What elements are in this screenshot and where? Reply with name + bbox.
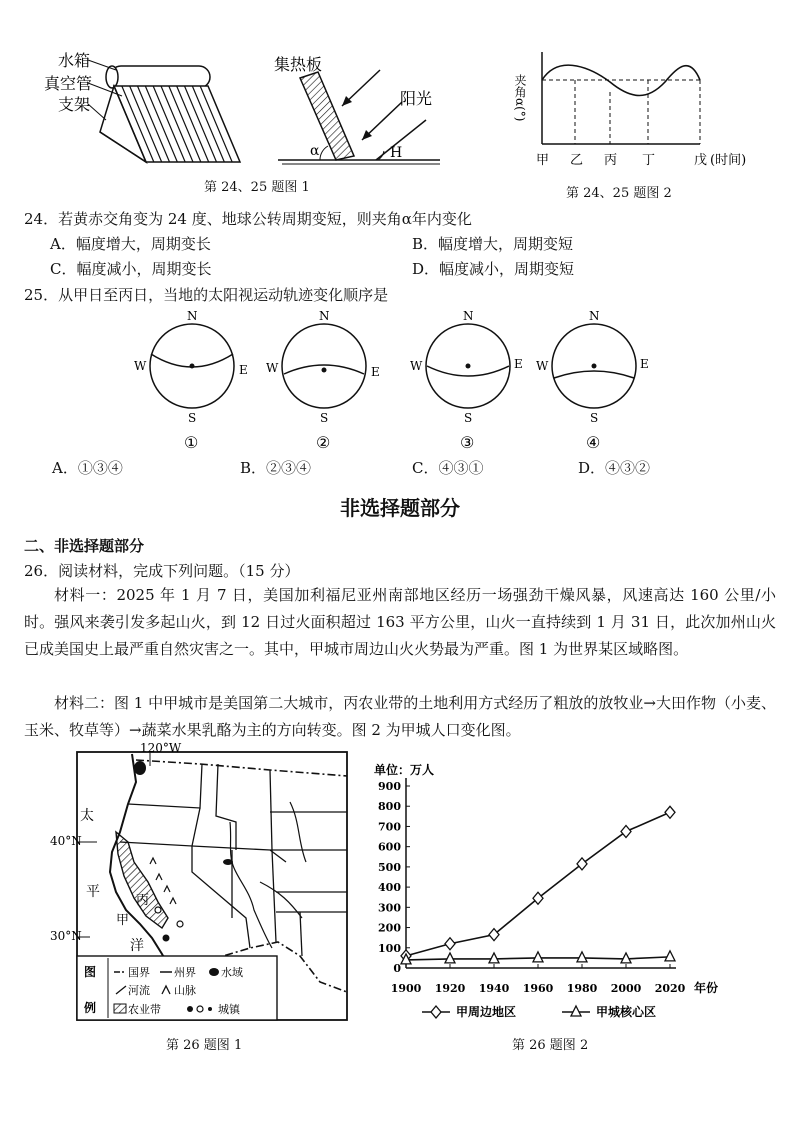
svg-text:S: S xyxy=(590,411,599,425)
city-jia-marker xyxy=(163,935,170,942)
svg-text:N: N xyxy=(187,309,198,323)
map-lon-label: 120°W xyxy=(140,741,182,755)
fig24-2-tick-4: 戊 xyxy=(694,153,708,168)
svg-text:N: N xyxy=(463,309,474,323)
q26-material-2: 材料二：图 1 中甲城市是美国第二大城市，丙农业带的土地利用方式经历了粗放的放牧业→大田作物（小麦、玉米、牧草等）→蔬菜水果乳酪为主的方向转变。图 2 为甲城人口变化图。 xyxy=(24,694,776,739)
chart-ytick-label: 0 xyxy=(393,962,401,975)
fig24-2-caption: 第 24、25 题图 2 xyxy=(566,186,672,201)
svg-text:W: W xyxy=(266,361,279,375)
chart-xtick-label: 1900 xyxy=(390,982,422,995)
chart-point-series-1 xyxy=(577,858,587,870)
legend-town: 城镇 xyxy=(218,1003,240,1016)
q26-stem: 26．阅读材料，完成下列问题。（15 分） xyxy=(24,562,300,580)
map-lat-label-40: 40°N xyxy=(50,834,82,848)
map26-caption: 第 26 题图 1 xyxy=(166,1038,243,1053)
label-stand: 支架 xyxy=(58,95,91,114)
svg-text:例: 例 xyxy=(84,1001,97,1015)
fig24-2-tick-3: 丁 xyxy=(642,153,656,168)
legend-mountain: 山脉 xyxy=(174,984,196,997)
chart-xtick-label: 1960 xyxy=(522,982,554,995)
legend-marker-1 xyxy=(431,1006,441,1018)
solar-heater-figure xyxy=(30,40,450,190)
legend-water: 水域 xyxy=(221,966,243,979)
sun-path-diagram-4 xyxy=(536,309,649,452)
q24-option-d[interactable]: D．幅度减小，周期变短 xyxy=(412,260,575,278)
chart-point-series-1 xyxy=(621,826,631,838)
ocean-char-1: 太 xyxy=(80,808,94,824)
chart-legend-label-1: 甲周边地区 xyxy=(456,1005,517,1019)
legend-agri-belt: 农业带 xyxy=(128,1003,161,1016)
label-alpha: α xyxy=(310,143,320,159)
chart-xtick-label: 2020 xyxy=(654,982,686,995)
section-heading: 非选择题部分 xyxy=(340,496,460,520)
svg-text:S: S xyxy=(464,411,473,425)
legend-river: 河流 xyxy=(128,984,150,997)
fig24-2-tick-2: 丙 xyxy=(604,153,618,168)
q24-stem: 24．若黄赤交角变为 24 度、地球公转周期变短，则夹角α年内变化 xyxy=(24,210,472,228)
chart-point-series-2 xyxy=(445,953,455,963)
population-chart xyxy=(370,760,750,1030)
q24-option-c[interactable]: C．幅度减小，周期变长 xyxy=(50,260,212,278)
chart-caption: 第 26 题图 2 xyxy=(512,1038,589,1053)
angle-curve-figure xyxy=(513,52,780,182)
belt-label-bing: 丙 xyxy=(136,893,150,908)
chart-ytick-label: 300 xyxy=(378,901,401,915)
svg-text:W: W xyxy=(536,359,549,373)
q25-option-c[interactable]: C．④③① xyxy=(412,459,484,477)
chart-series-line-1 xyxy=(406,812,670,956)
sun-path-diagram-1 xyxy=(134,309,248,452)
legend-marker-2 xyxy=(571,1006,581,1016)
diagram-label-3: ③ xyxy=(460,433,475,452)
label-vacuum-tube: 真空管 xyxy=(44,74,93,93)
label-water-tank: 水箱 xyxy=(58,51,91,70)
chart-point-series-1 xyxy=(489,929,499,941)
svg-text:N: N xyxy=(589,309,600,323)
chart-xtick-label: 1940 xyxy=(478,982,510,995)
chart-ytick-label: 100 xyxy=(378,941,401,955)
chart-ytick-label: 800 xyxy=(378,800,401,814)
sun-path-diagram-2 xyxy=(266,309,380,452)
chart-ytick-label: 900 xyxy=(378,780,401,793)
chart-point-series-2 xyxy=(665,951,675,961)
chart-point-series-1 xyxy=(445,938,455,950)
q24-option-a[interactable]: A．幅度增大，周期变长 xyxy=(50,235,211,253)
chart-point-series-2 xyxy=(489,953,499,963)
q25-option-b[interactable]: B．②③④ xyxy=(240,459,312,477)
fig24-2-ylabel: 夹角α(°) xyxy=(513,74,527,122)
q25-option-a[interactable]: A．①③④ xyxy=(52,459,123,477)
svg-text:W: W xyxy=(410,359,423,373)
chart-point-series-1 xyxy=(533,892,543,904)
chart-xtick-label: 1980 xyxy=(566,982,598,995)
city-label-jia: 甲 xyxy=(116,913,130,928)
water-tank-shape xyxy=(110,66,210,88)
q25-stem: 25．从甲日至丙日，当地的太阳视运动轨迹变化顺序是 xyxy=(24,286,389,304)
svg-text:E: E xyxy=(371,365,380,379)
q25-option-d[interactable]: D．④③② xyxy=(578,459,651,477)
ocean-char-3: 洋 xyxy=(130,938,144,954)
chart-ytick-label: 600 xyxy=(378,840,401,854)
chart-ytick-label: 500 xyxy=(378,860,401,874)
chart-xlabel: 年份 xyxy=(694,981,719,995)
chart-xtick-label: 2000 xyxy=(610,982,642,995)
ocean-char-2: 平 xyxy=(86,884,100,900)
sun-path-diagrams xyxy=(120,308,680,458)
chart-point-series-2 xyxy=(533,952,543,962)
legend-country-border: 国界 xyxy=(128,966,150,979)
chart-point-series-2 xyxy=(621,953,631,963)
legend-state-border: 州界 xyxy=(174,966,196,979)
label-h: H xyxy=(390,145,403,161)
label-sunlight: 阳光 xyxy=(400,89,433,108)
fig24-2-tick-0: 甲 xyxy=(536,153,550,168)
chart-point-series-2 xyxy=(577,952,587,962)
svg-text:N: N xyxy=(319,309,330,323)
chart-xtick-label: 1920 xyxy=(434,982,466,995)
svg-text:S: S xyxy=(320,411,329,425)
fig24-1-caption: 第 24、25 题图 1 xyxy=(204,180,310,195)
svg-text:E: E xyxy=(640,357,649,371)
fig24-2-tick-1: 乙 xyxy=(570,153,584,168)
chart-ytick-label: 200 xyxy=(378,921,401,935)
chart-point-series-1 xyxy=(665,806,675,818)
q26-material-1: 材料一：2025 年 1 月 7 日，美国加利福尼亚州南部地区经历一场强劲干燥风暴，风速高达 160 公里/小时。强风来袭引发多起山火，到 12 日过火面积超过 163 平方公里，山火一直持续到 1 月 31 日，此次加州山火已成美国史上最严重自然灾害之一。其中，甲城市周边山火火势最为严重。图 1 为世界某区域略图。 xyxy=(24,586,776,658)
chart-legend-label-2: 甲城核心区 xyxy=(596,1005,657,1019)
q24-option-b[interactable]: B．幅度增大，周期变短 xyxy=(412,235,574,253)
diagram-label-4: ④ xyxy=(586,433,601,452)
map-lat-label-30: 30°N xyxy=(50,929,82,943)
chart-ylabel: 单位：万人 xyxy=(374,763,435,777)
water-body xyxy=(134,761,146,775)
label-collector: 集热板 xyxy=(274,55,323,74)
svg-text:W: W xyxy=(134,359,147,373)
svg-text:图: 图 xyxy=(84,965,97,979)
section-subheading: 二、非选择题部分 xyxy=(24,537,145,555)
diagram-label-1: ① xyxy=(184,433,199,452)
sun-path-diagram-3 xyxy=(410,309,523,452)
diagram-label-2: ② xyxy=(316,433,331,452)
fig24-2-xunit: (时间) xyxy=(710,153,747,168)
region-map xyxy=(50,742,360,1032)
svg-text:E: E xyxy=(514,357,523,371)
chart-ytick-label: 700 xyxy=(378,820,401,834)
chart-ytick-label: 400 xyxy=(378,881,401,895)
svg-text:E: E xyxy=(239,363,248,377)
svg-text:S: S xyxy=(188,411,197,425)
